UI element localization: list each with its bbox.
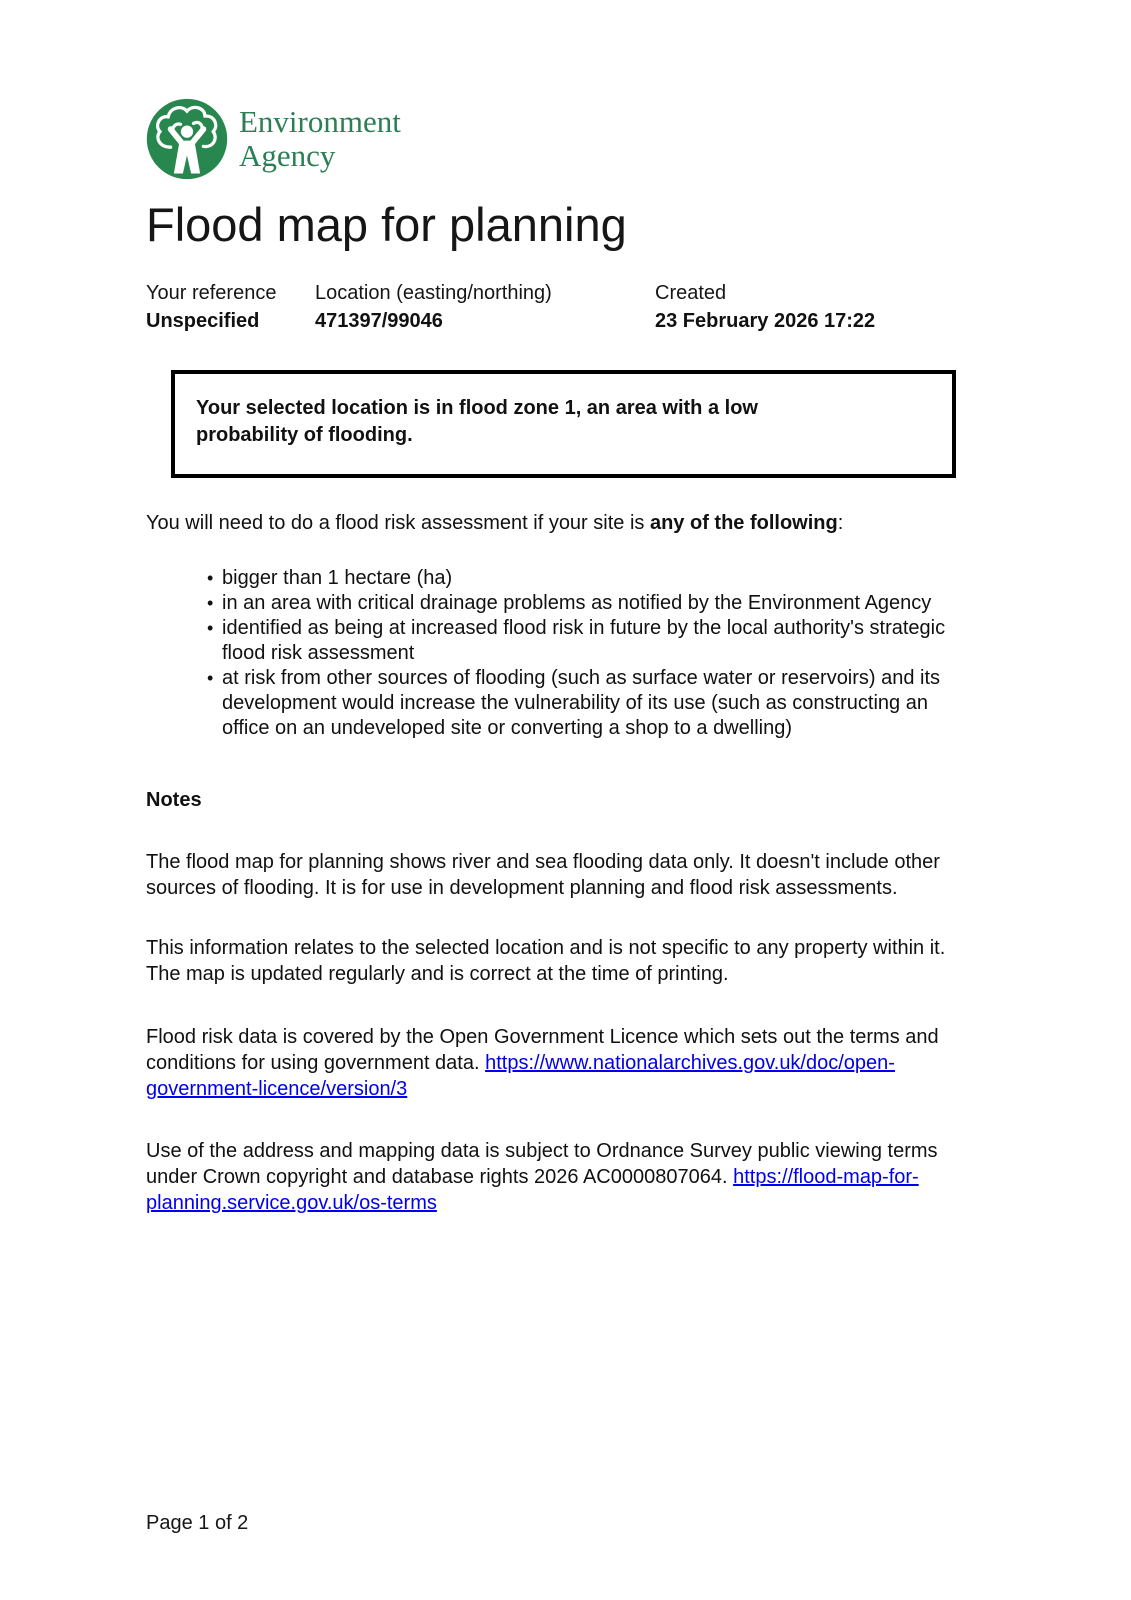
meta-label: Created: [655, 282, 727, 304]
environment-agency-logo: [146, 0, 961, 180]
meta-label: Location (easting/northing): [315, 282, 552, 304]
notes-paragraph-1: The flood map for planning shows river and sea flooding data only. It doesn't include other sources of flooding. It is for use in development planning and flood risk assessments.: [146, 851, 940, 899]
intro-text: You will need to do a flood risk assessment if your site is: [146, 512, 650, 534]
flood-zone-alert-text: Your selected location is in flood zone 1, an area with a low probability of flooding.: [196, 397, 758, 446]
page-number: Page 1 of 2: [146, 1512, 249, 1534]
logo-word-agency: Agency: [239, 138, 336, 173]
meta-value: 471397/99046: [315, 310, 443, 332]
environment-agency-wordmark: [239, 98, 401, 173]
meta-location: [315, 280, 655, 334]
list-item: • at risk from other sources of flooding (such as surface water or reservoirs) and its development would increase the vulnerability of its use (such as constructing an office on an undeveloped site or converting a shop to a dwelling): [207, 666, 947, 741]
meta-value: Unspecified: [146, 310, 260, 332]
assessment-criteria-list: [207, 566, 947, 741]
os-paragraph-text: Use of the address and mapping data is subject to Ordnance Survey public viewing terms under Crown copyright and database rights 2026 AC0000807064.: [146, 1140, 938, 1188]
notes-paragraph-4: [146, 1138, 961, 1216]
meta-created: [655, 280, 961, 334]
notes-paragraph-3: [146, 1024, 961, 1102]
list-item: • bigger than 1 hectare (ha): [207, 566, 947, 591]
list-item: • in an area with critical drainage problems as notified by the Environment Agency: [207, 591, 947, 616]
meta-your-reference: [146, 280, 315, 334]
open-government-licence-link[interactable]: https://www.nationalarchives.gov.uk/doc/open-government-licence/version/3: [146, 1052, 895, 1100]
reference-meta-row: [146, 280, 961, 334]
notes-paragraph-2: This information relates to the selected location and is not specific to any property within it. The map is updated regularly and is correct at the time of printing.: [146, 937, 946, 985]
flood-risk-assessment-intro: [146, 510, 961, 536]
list-item: • identified as being at increased flood risk in future by the local authority's strategic flood risk assessment: [207, 616, 947, 666]
intro-suffix: :: [837, 512, 844, 534]
environment-agency-tree-icon: [146, 98, 228, 180]
intro-bold-text: any of the following: [649, 512, 838, 534]
logo-word-environment: Environment: [239, 104, 401, 139]
os-terms-link[interactable]: https://flood-map-for-planning.service.gov.uk/os-terms: [146, 1166, 919, 1214]
meta-value: 23 February 2026 17:22: [655, 310, 876, 332]
flood-zone-alert-box: [171, 370, 956, 478]
notes-heading: Notes: [146, 789, 202, 811]
page-title: Flood map for planning: [146, 198, 627, 251]
ogl-paragraph-text: Flood risk data is covered by the Open Government Licence which sets out the terms and conditions for using government data.: [146, 1026, 939, 1074]
meta-label: Your reference: [146, 282, 277, 304]
